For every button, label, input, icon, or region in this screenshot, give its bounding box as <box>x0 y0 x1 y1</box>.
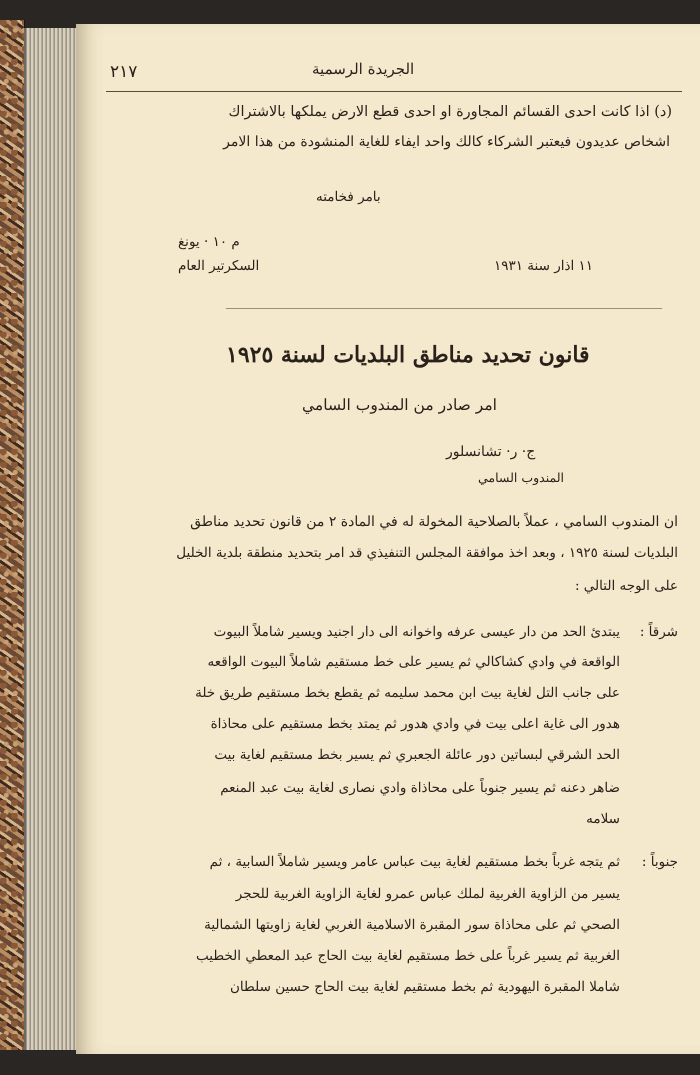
book-spine-marbled-cover <box>0 20 25 1050</box>
gazette-page <box>76 24 700 1054</box>
south-line-3: الصحي ثم على محاذاة سور المقبرة الاسلامية الغربي لغاية زاويتها الشمالية <box>204 917 620 933</box>
issuer-title: المندوب السامي <box>478 470 564 485</box>
page-edges <box>24 28 78 1050</box>
east-line-2: الواقعة في وادي كشاكالي ثم يسير على خط مستقيم شاملاً البيوت الواقعه <box>207 654 620 670</box>
header-rule <box>106 91 682 92</box>
by-order-line: بامر فخامته <box>316 189 381 205</box>
east-line-4: هدور الى غاية اعلى بيت في وادي هدور ثم يمتد بخط مستقيم على محاذاة <box>210 716 620 732</box>
south-line-5: شاملا المقبرة اليهودية ثم بخط مستقيم لغاية بيت الحاج حسين سلطان <box>230 979 620 995</box>
law-subtitle: امر صادر من المندوب السامي <box>302 396 497 414</box>
item-d-line-1: (د) اذا كانت احدى القسائم المجاورة او احدى قطع الارض يملكها بالاشتراك <box>228 104 672 120</box>
south-line-2: يسير من الزاوية الغربية لملك عباس عمرو لغاية الزاوية الغربية للحجر <box>235 886 620 902</box>
east-boundary-label: شرقاً : <box>639 624 678 640</box>
east-line-6: ضاهر دعنه ثم يسير جنوباً على محاذاة وادي نصارى لغاية بيت عبد المنعم <box>220 780 620 796</box>
issuer-name: ج· ر· تشانسلور <box>446 444 536 460</box>
preamble-line-3: على الوجه التالي : <box>574 578 678 594</box>
east-line-5: الحد الشرقي لبساتين دور عائلة الجعبري ثم يسير بخط مستقيم لغاية بيت <box>214 747 620 763</box>
south-line-1: ثم يتجه غرباً بخط مستقيم لغاية بيت عباس عامر ويسير شاملاً السابية ، ثم <box>209 854 620 870</box>
reference-number: م ١٠ · يونغ <box>178 234 240 250</box>
preamble-line-2: البلديات لسنة ١٩٢٥ ، وبعد اخذ موافقة المجلس التنفيذي قد امر بتحديد منطقة بلدية الخليل <box>176 545 678 561</box>
preamble-line-1: ان المندوب السامي ، عملاً بالصلاحية المخولة له في المادة ٢ من قانون تحديد مناطق <box>190 514 678 530</box>
page-number: ٢١٧ <box>110 62 138 82</box>
secretary-title: السكرتير العام <box>178 258 260 274</box>
law-title: قانون تحديد مناطق البلديات لسنة ١٩٢٥ <box>226 342 590 368</box>
east-line-1: يبتدئ الحد من دار عيسى عرفه واخوانه الى دار اجنيد ويسير شاملاً البيوت <box>213 624 620 640</box>
south-line-4: الغربية ثم يسير غرباً على خط مستقيم لغاية بيت الحاج عبد المعطي الخطيب <box>196 948 620 964</box>
running-title: الجريدة الرسمية <box>312 60 415 78</box>
south-boundary-label: جنوباً : <box>641 854 678 870</box>
signature-date: ١١ اذار سنة ١٩٣١ <box>494 258 594 274</box>
east-line-7: سلامه <box>586 811 620 827</box>
section-divider <box>226 308 662 309</box>
east-line-3: على جانب التل لغاية بيت ابن محمد سليمه ثم يقطع بخط مستقيم طريق خلة <box>195 685 620 701</box>
item-d-line-2: اشخاص عديدون فيعتبر الشركاء كالك واحد ايفاء للغاية المنشودة من هذا الامر <box>223 134 670 150</box>
